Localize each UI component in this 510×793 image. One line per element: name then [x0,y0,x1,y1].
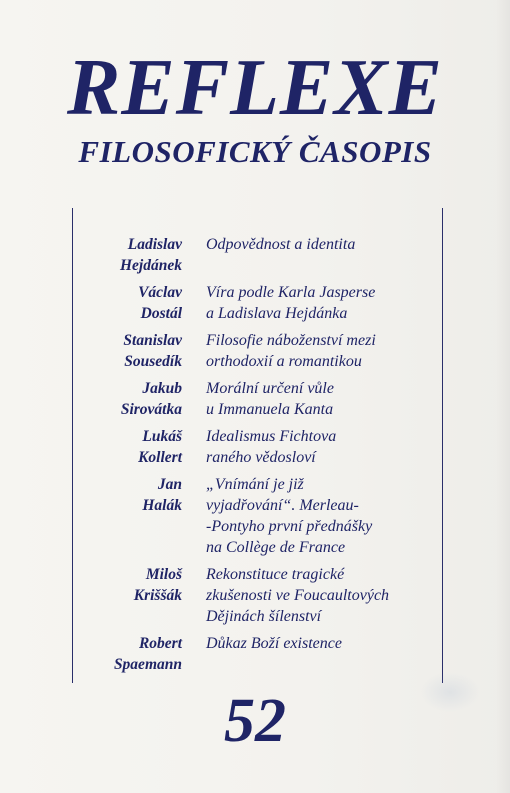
toc-article-title: Filosofie náboženství mezi orthodoxií a romantikou [206,332,376,370]
toc-article-title: Idealismus Fichtova raného vědosloví [206,428,337,466]
toc-article-title: Odpovědnost a identita [206,236,356,253]
toc-author: Václav Dostál [138,284,182,322]
toc-article-title: Víra podle Karla Jasperse a Ladislava Hejdánka [206,284,376,322]
right-rule [442,208,443,683]
journal-subtitle: FILOSOFICKÝ ČASOPIS [78,134,432,169]
toc-article-title: „Vnímání je již vyjadřování“. Merleau- -Pontyho první přednášky na Collège de France [206,476,373,556]
journal-title: REFLEXE [66,44,444,132]
toc-author: Jan Halák [142,476,182,514]
issue-number: 52 [224,687,286,755]
toc-article-title: Důkaz Boží existence [206,635,342,652]
toc-article-title: Morální určení vůle u Immanuela Kanta [206,380,334,418]
toc-author: Ladislav Hejdánek [120,236,182,274]
toc-author: Stanislav Sousedík [123,332,182,370]
toc-author: Lukáš Kollert [138,428,182,466]
toc-author: Jakub Sirovátka [120,380,182,418]
toc-author: Miloš Kriššák [133,566,182,604]
toc-article-title: Rekonstituce tragické zkušenosti ve Foucaultových Dějinách šílenství [206,566,390,625]
toc-author: Robert Spaemann [113,635,182,673]
